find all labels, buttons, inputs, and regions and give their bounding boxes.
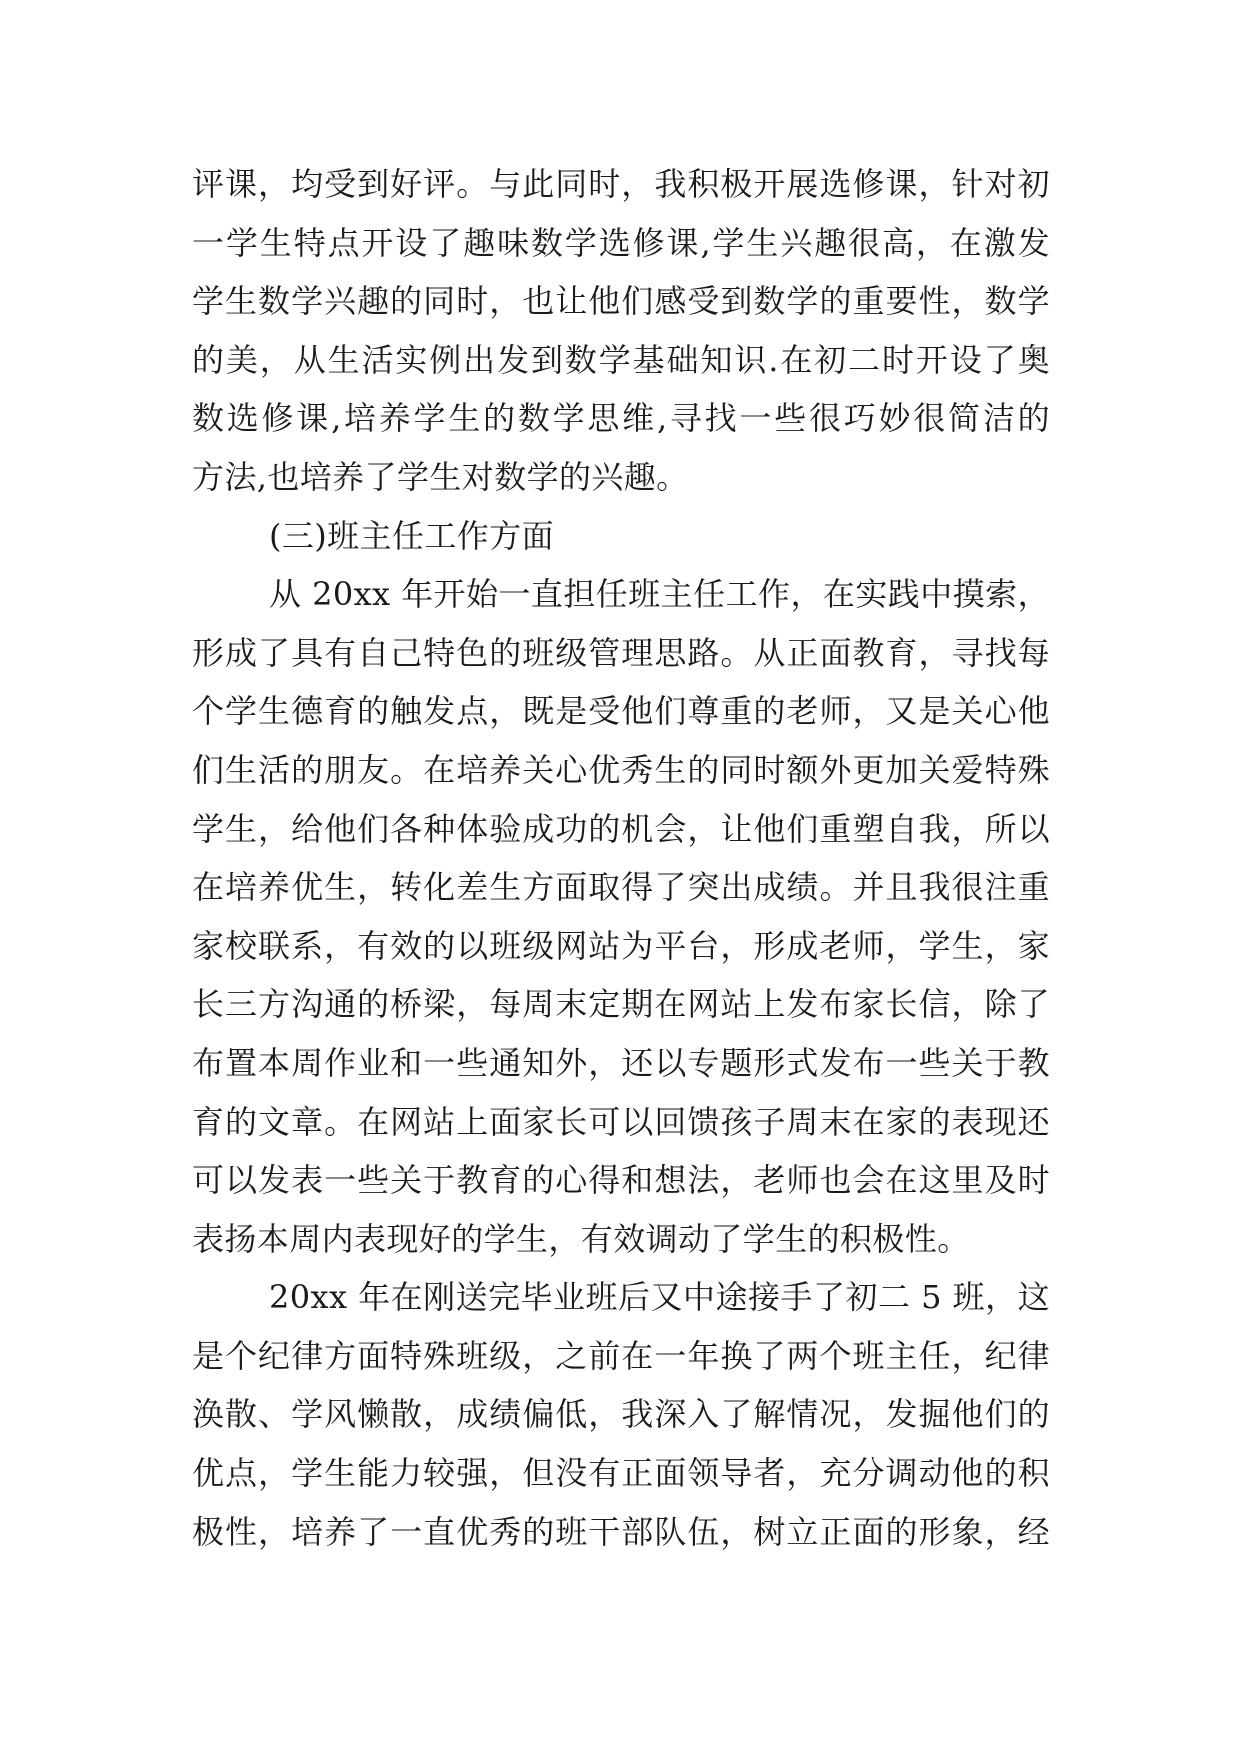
- text-line: 在培养优生，转化差生方面取得了突出成绩。并且我很注重: [192, 868, 1050, 907]
- text-line: 们生活的朋友。在培养关心优秀生的同时额外更加关爱特殊: [192, 750, 1050, 789]
- text-line: 20xx 年在刚送完毕业班后又中途接手了初二 5 班，这: [269, 1278, 1050, 1317]
- text-line: 可以发表一些关于教育的心得和想法，老师也会在这里及时: [192, 1161, 1050, 1200]
- text-line: 优点，学生能力较强，但没有正面领导者，充分调动他的积: [192, 1454, 1050, 1493]
- text-line: 家校联系，有效的以班级网站为平台，形成老师，学生，家: [192, 926, 1050, 965]
- text-line: 育的文章。在网站上面家长可以回馈孩子周末在家的表现还: [192, 1102, 1050, 1141]
- body-text: [192, 155, 1050, 1561]
- text-line: 评课，均受到好评。与此同时，我积极开展选修课，针对初: [192, 165, 1050, 203]
- text-line: 布置本周作业和一些通知外，还以专题形式发布一些关于教: [192, 1043, 1050, 1082]
- text-line: 表扬本周内表现好的学生，有效调动了学生的积极性。: [192, 1219, 970, 1258]
- text-line: 长三方沟通的桥梁，每周末定期在网站上发布家长信，除了: [192, 985, 1050, 1024]
- text-line: 的美，从生活实例出发到数学基础知识.在初二时开设了奥: [192, 340, 1050, 379]
- text-line: 极性，培养了一直优秀的班干部队伍，树立正面的形象，经: [192, 1512, 1050, 1551]
- text-line: 学生，给他们各种体验成功的机会，让他们重塑自我，所以: [192, 809, 1050, 848]
- text-line: 涣散、学风懒散，成绩偏低，我深入了解情况，发掘他们的: [192, 1395, 1050, 1434]
- text-line: 一学生特点开设了趣味数学选修课,学生兴趣很高，在激发: [192, 223, 1050, 262]
- text-line: 数选修课,培养学生的数学思维,寻找一些很巧妙很简洁的: [192, 399, 1050, 438]
- text-line: 学生数学兴趣的同时，也让他们感受到数学的重要性，数学: [192, 282, 1050, 321]
- section-heading: (三)班主任工作方面: [269, 516, 554, 555]
- text-line: 形成了具有自己特色的班级管理思路。从正面教育，寻找每: [192, 633, 1050, 672]
- text-line: 方法,也培养了学生对数学的兴趣。: [192, 457, 689, 496]
- text-line: 是个纪律方面特殊班级，之前在一年换了两个班主任，纪律: [192, 1336, 1050, 1375]
- text-line: 从 20xx 年开始一直担任班主任工作，在实践中摸索，: [269, 575, 1050, 614]
- text-line: 个学生德育的触发点，既是受他们尊重的老师，又是关心他: [192, 692, 1050, 731]
